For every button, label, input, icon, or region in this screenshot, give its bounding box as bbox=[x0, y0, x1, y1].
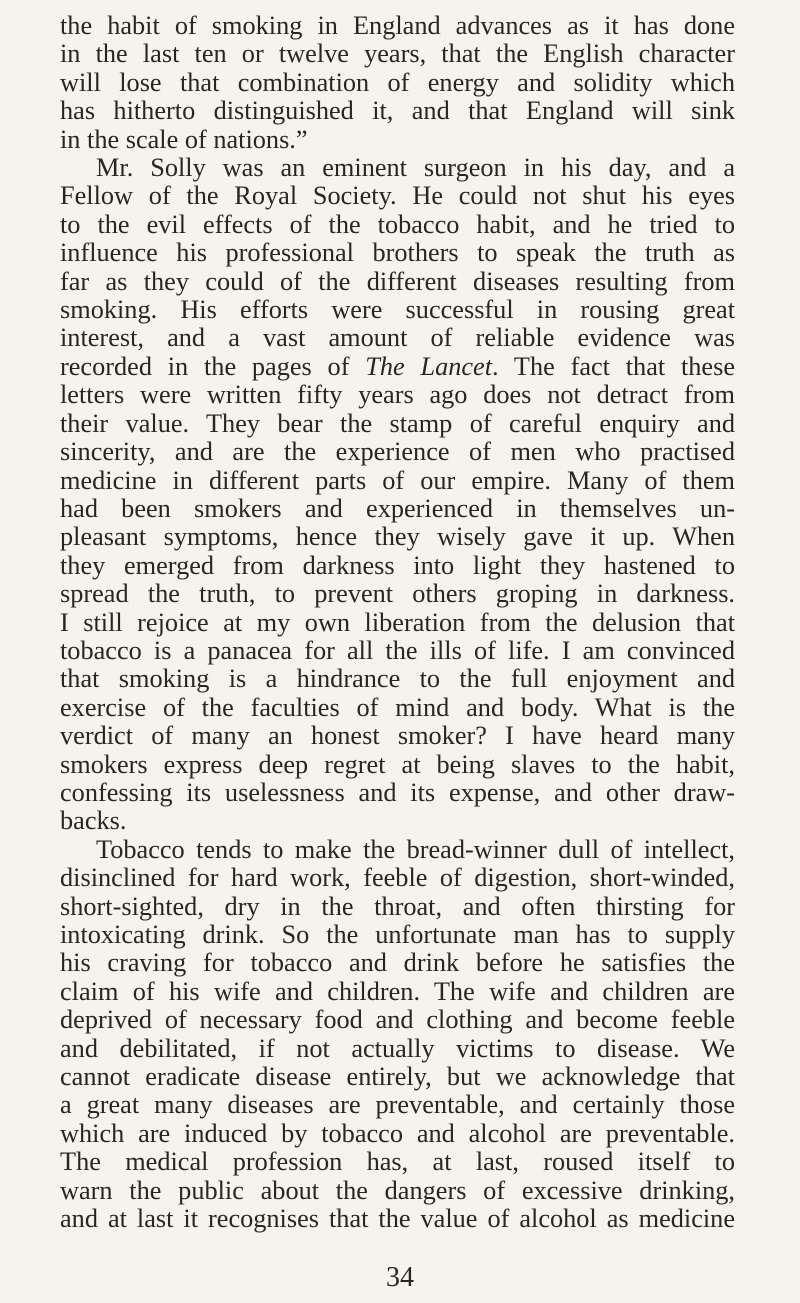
page-number: 34 bbox=[386, 1262, 414, 1293]
text-line: backs. bbox=[60, 806, 127, 836]
text-line: confessing its uselessness and its expense, and other draw- bbox=[60, 777, 735, 807]
text-line: the habit of smoking in England advances as it has done bbox=[60, 11, 735, 40]
text-line: influence his professional brothers to speak the truth as bbox=[60, 238, 735, 268]
text-line: cannot eradicate disease entirely, but we acknowledge that bbox=[60, 1062, 735, 1092]
text-line: and debilitated, if not actually victims to disease. We bbox=[60, 1033, 735, 1063]
text-line: that smoking is a hindrance to the full enjoyment and bbox=[60, 664, 735, 694]
text-line: and at last it recognises that the value of alcohol as medicine bbox=[60, 1204, 735, 1234]
text-line: has hitherto distinguished it, and that England will sink bbox=[60, 96, 735, 126]
text-line: smoking. His efforts were successful in rousing great bbox=[60, 295, 735, 325]
text-line: tobacco is a panacea for all the ills of life. I am convinced bbox=[60, 635, 735, 665]
text-line: smokers express deep regret at being slaves to the habit, bbox=[60, 749, 735, 779]
text-line: their value. They bear the stamp of careful enquiry and bbox=[60, 408, 735, 438]
text-line: claim of his wife and children. The wife and children are bbox=[60, 976, 735, 1006]
text-line: Tobacco tends to make the bread-winner dull of intellect, bbox=[96, 834, 735, 864]
text-line: to the evil effects of the tobacco habit, and he tried to bbox=[60, 209, 735, 239]
text-line: far as they could of the different diseases resulting from bbox=[60, 266, 735, 296]
text-line: they emerged from darkness into light they hastened to bbox=[60, 550, 735, 580]
text-line: his craving for tobacco and drink before he satisfies the bbox=[60, 948, 735, 978]
journal-title: The Lancet bbox=[365, 351, 493, 381]
text-line: exercise of the faculties of mind and body. What is the bbox=[60, 692, 735, 722]
text-line: Mr. Solly was an eminent surgeon in his day, and a bbox=[96, 153, 735, 183]
text-line: which are induced by tobacco and alcohol are preventable. bbox=[60, 1118, 735, 1148]
text-line: disinclined for hard work, feeble of digestion, short-winded, bbox=[60, 863, 735, 893]
text-line: will lose that combination of energy and solidity which bbox=[60, 67, 735, 97]
text-line: warn the public about the dangers of excessive drinking, bbox=[60, 1175, 735, 1205]
text-line: The medical profession has, at last, roused itself to bbox=[60, 1147, 735, 1177]
text-line: recorded in the pages of The Lancet. The fact that these bbox=[60, 351, 735, 381]
text-line: sincerity, and are the experience of men who practised bbox=[60, 437, 735, 467]
text-line: interest, and a vast amount of reliable evidence was bbox=[60, 323, 735, 353]
text-line: in the scale of nations.” bbox=[60, 124, 308, 154]
text-line: short-sighted, dry in the throat, and often thirsting for bbox=[60, 891, 735, 921]
text-line: I still rejoice at my own liberation from the delusion that bbox=[60, 607, 735, 637]
text-line: Fellow of the Royal Society. He could not shut his eyes bbox=[60, 181, 735, 211]
text-line: spread the truth, to prevent others groping in darkness. bbox=[60, 579, 735, 609]
text-line: had been smokers and experienced in themselves un- bbox=[60, 493, 735, 523]
text-line: letters were written fifty years ago does not detract from bbox=[60, 380, 735, 410]
text-line: in the last ten or twelve years, that the English character bbox=[60, 39, 735, 69]
text-line: medicine in different parts of our empire. Many of them bbox=[60, 465, 735, 495]
body-text bbox=[60, 12, 735, 1233]
text-line: intoxicating drink. So the unfortunate man has to supply bbox=[60, 920, 735, 949]
text-line: verdict of many an honest smoker? I have heard many bbox=[60, 721, 735, 751]
text-line: deprived of necessary food and clothing and become feeble bbox=[60, 1005, 735, 1035]
text-line: pleasant symptoms, hence they wisely gave it up. When bbox=[60, 522, 735, 552]
text-line: a great many diseases are preventable, and certainly those bbox=[60, 1090, 735, 1120]
